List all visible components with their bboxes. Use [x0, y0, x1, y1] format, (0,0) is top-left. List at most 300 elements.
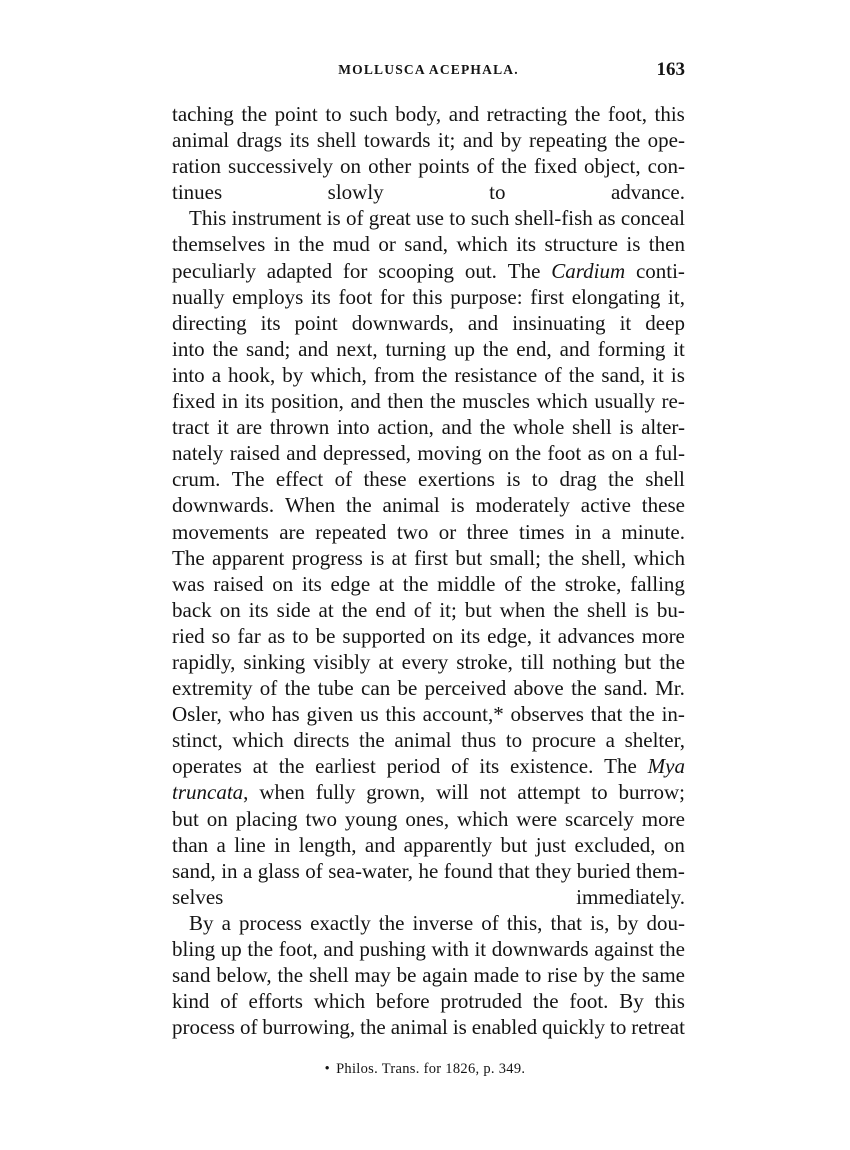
- word: When: [284, 493, 336, 518]
- word: by: [583, 963, 605, 988]
- word: raised: [213, 571, 264, 596]
- word: downwards.: [172, 493, 275, 518]
- body-text: [172, 101, 685, 1040]
- word: its: [460, 623, 481, 648]
- text-line: [172, 310, 685, 336]
- word: The: [507, 258, 541, 283]
- word: ried: [172, 623, 205, 648]
- word: deep: [645, 310, 685, 335]
- word: points: [418, 154, 470, 179]
- word: sand: [172, 963, 211, 988]
- word: again: [422, 963, 468, 988]
- word: directing: [172, 310, 247, 335]
- word: found: [443, 858, 493, 883]
- word: it;: [437, 128, 456, 153]
- word: sand;: [245, 336, 291, 361]
- word: are: [279, 519, 305, 544]
- word: insinuating: [512, 310, 606, 335]
- footnote: [0, 1061, 850, 1078]
- word: these: [641, 493, 685, 518]
- word: fixed: [172, 389, 216, 414]
- word: minute.: [621, 519, 685, 544]
- word: its: [301, 571, 322, 596]
- word: its: [244, 389, 265, 414]
- word: shelter,: [624, 728, 685, 753]
- text-line: [172, 205, 685, 231]
- word: is: [326, 206, 341, 231]
- word: is: [619, 415, 634, 440]
- word: of: [476, 154, 495, 179]
- word: stroke,: [456, 649, 513, 674]
- word: the: [247, 937, 274, 961]
- word: that: [550, 910, 582, 935]
- word: turning: [385, 336, 447, 361]
- word: the: [548, 545, 574, 570]
- word: such: [470, 206, 510, 231]
- word: the: [430, 389, 456, 414]
- word: structure: [544, 232, 618, 257]
- running-head: [172, 59, 685, 86]
- word: at: [378, 649, 394, 674]
- word: the: [341, 597, 368, 622]
- text-line: [172, 231, 685, 257]
- word: a: [243, 858, 253, 883]
- word: falling: [630, 571, 685, 596]
- word: to: [525, 963, 542, 988]
- word: forming: [597, 336, 666, 361]
- word: to: [591, 780, 608, 805]
- word: the: [482, 336, 509, 361]
- word: nothing: [552, 649, 617, 674]
- word: times: [519, 519, 565, 544]
- text-line: [172, 858, 685, 884]
- word: on: [663, 832, 685, 857]
- word: more: [641, 806, 685, 831]
- word: of: [345, 206, 364, 231]
- word: the: [212, 336, 239, 361]
- word: but: [172, 806, 199, 831]
- word: and: [441, 415, 472, 440]
- word: line: [234, 832, 266, 857]
- word: the: [610, 963, 636, 988]
- word: of: [220, 989, 238, 1014]
- word: may: [354, 963, 391, 988]
- word: retracting: [486, 102, 568, 126]
- word: Osler,: [172, 702, 222, 727]
- word: movements: [172, 519, 269, 544]
- word: on: [219, 597, 241, 622]
- word: stinct,: [172, 728, 223, 753]
- word: into: [172, 336, 205, 361]
- text-line: [172, 701, 685, 727]
- word: grown,: [366, 780, 426, 805]
- word: that: [498, 858, 530, 883]
- word: the: [479, 415, 506, 440]
- word: process: [172, 1015, 235, 1040]
- word: nually: [172, 284, 225, 309]
- word: this: [412, 284, 443, 309]
- word: existence.: [510, 754, 594, 779]
- word: By: [619, 989, 644, 1014]
- word: us: [359, 702, 379, 727]
- text-line: [172, 675, 685, 701]
- word: length,: [298, 832, 357, 857]
- word: mud: [332, 232, 370, 257]
- text-line: [172, 362, 685, 388]
- word: usually: [594, 389, 655, 414]
- word: apparent: [212, 545, 285, 570]
- word: fully: [315, 780, 356, 805]
- word: its: [479, 754, 500, 779]
- word: muscles: [462, 389, 530, 414]
- word: depressed,: [322, 441, 412, 466]
- word: the: [378, 910, 405, 935]
- word: shell: [645, 467, 685, 492]
- word: small;: [489, 545, 541, 570]
- word: of: [334, 467, 353, 492]
- word: which: [536, 389, 588, 414]
- word: when: [259, 780, 305, 805]
- word: shell-fish: [514, 206, 593, 231]
- word: by: [500, 128, 522, 153]
- word: edge,: [487, 623, 533, 648]
- word: truncata,: [172, 780, 249, 805]
- word: it: [619, 310, 632, 335]
- word: visibly: [313, 649, 371, 674]
- word: made: [473, 963, 520, 988]
- text-line: [172, 649, 685, 675]
- word: buried: [576, 858, 631, 883]
- word: towards: [363, 128, 431, 153]
- word: and: [364, 832, 396, 857]
- word: great: [368, 206, 411, 231]
- word: sinking: [243, 649, 306, 674]
- text-line: [172, 545, 685, 571]
- text-line: [172, 492, 685, 518]
- word: but: [455, 545, 483, 570]
- word: end,: [516, 336, 552, 361]
- word: and: [350, 389, 381, 414]
- word: the: [278, 754, 305, 779]
- word: tract: [172, 415, 210, 440]
- word: burrowing,: [262, 1015, 356, 1040]
- word: given: [306, 702, 354, 727]
- word: period: [386, 754, 441, 779]
- word: it: [474, 937, 487, 961]
- word: animal: [390, 1015, 448, 1040]
- text-line: [172, 962, 685, 988]
- word: purpose:: [450, 284, 523, 309]
- text-line: [172, 988, 685, 1014]
- word: middle: [437, 571, 496, 596]
- word: which: [456, 232, 508, 257]
- word: drags: [236, 128, 283, 153]
- word: alter-: [641, 415, 685, 440]
- word: the: [530, 571, 557, 596]
- word: rapidly,: [172, 649, 236, 674]
- word: retreat: [631, 1015, 685, 1040]
- word: then: [387, 389, 424, 414]
- text-line: [172, 466, 685, 492]
- word: active: [580, 493, 631, 518]
- word: sea-water,: [328, 858, 414, 883]
- running-title: MOLLUSCA ACEPHALA.: [338, 62, 519, 77]
- text-line: [172, 910, 685, 936]
- page-number: 163: [656, 59, 685, 80]
- word: shell: [316, 128, 357, 153]
- word: they: [535, 858, 572, 883]
- word: the: [360, 1015, 386, 1040]
- word: action,: [377, 415, 434, 440]
- word: instrument: [231, 206, 322, 231]
- word: a: [211, 362, 222, 387]
- word: just: [535, 832, 567, 857]
- word: this: [654, 989, 685, 1014]
- word: with: [431, 937, 469, 961]
- word: edge: [330, 571, 371, 596]
- word: downwards: [491, 937, 589, 961]
- word: pushing: [359, 937, 426, 961]
- word: The: [231, 467, 265, 492]
- word: were: [516, 806, 558, 831]
- text-line: [172, 753, 685, 779]
- word: body,: [395, 102, 442, 126]
- word: point: [294, 310, 338, 335]
- word: extremity: [172, 676, 253, 701]
- word: peculiarly: [172, 258, 256, 283]
- word: which: [313, 989, 366, 1014]
- word: at: [378, 571, 395, 596]
- word: perceived: [424, 676, 507, 701]
- word: bu-: [656, 597, 685, 622]
- word: young: [344, 806, 398, 831]
- word: as: [598, 206, 616, 231]
- word: supported: [342, 623, 426, 648]
- word: on: [206, 806, 228, 831]
- word: three: [466, 519, 509, 544]
- word: that: [590, 702, 623, 727]
- word: object,: [584, 154, 641, 179]
- word: protruded: [440, 989, 523, 1014]
- word: a: [216, 832, 226, 857]
- word: it;: [439, 597, 457, 622]
- text-line: [172, 127, 685, 153]
- word: operates: [172, 754, 242, 779]
- text-line: [172, 284, 685, 310]
- word: the: [608, 467, 634, 492]
- word: adapted: [266, 258, 333, 283]
- word: in: [274, 832, 291, 857]
- word: ful-: [654, 441, 685, 466]
- text-line: [172, 936, 685, 962]
- text-line: [172, 832, 685, 858]
- word: Cardium: [551, 258, 626, 283]
- word: and: [462, 128, 494, 153]
- word: exactly: [310, 910, 371, 935]
- word: placing: [235, 806, 298, 831]
- word: is: [634, 597, 649, 622]
- word: the: [241, 102, 268, 126]
- word: before: [375, 989, 430, 1014]
- word: is,: [590, 910, 610, 935]
- text-line: [172, 1014, 685, 1040]
- paragraph-2: [172, 205, 685, 910]
- word: two: [305, 806, 337, 831]
- word: is: [626, 232, 641, 257]
- word: its: [516, 232, 537, 257]
- word: these: [363, 467, 407, 492]
- word: has: [271, 702, 300, 727]
- word: kind: [172, 989, 210, 1014]
- word: the: [359, 728, 385, 753]
- word: out.: [464, 258, 497, 283]
- word: its: [260, 310, 281, 335]
- text-line: [172, 806, 685, 832]
- word: every: [401, 649, 449, 674]
- word: which: [457, 806, 509, 831]
- word: to: [531, 467, 549, 492]
- word: and: [298, 336, 329, 361]
- word: enabled: [471, 1015, 538, 1040]
- word: foot,: [607, 102, 647, 126]
- word: on: [272, 571, 294, 596]
- word: which,: [310, 362, 367, 387]
- word: on: [432, 623, 454, 648]
- word: Mr.: [655, 676, 685, 701]
- footnote-marker: •: [324, 1061, 331, 1077]
- word: be: [315, 623, 336, 648]
- text-line: tinues slowly to advance.: [172, 180, 685, 205]
- word: shell,: [581, 545, 627, 570]
- word: in: [221, 858, 238, 883]
- word: foot: [338, 284, 373, 309]
- word: of: [259, 676, 278, 701]
- word: at: [391, 545, 407, 570]
- footnote-text: Philos. Trans. for 1826, p. 349.: [336, 1061, 526, 1077]
- word: stroke,: [564, 571, 622, 596]
- word: but: [500, 832, 528, 857]
- word: use: [416, 206, 444, 231]
- word: not: [479, 780, 507, 805]
- word: quickly: [542, 1015, 606, 1040]
- word: next,: [336, 336, 378, 361]
- word: foot: [547, 441, 582, 466]
- word: by: [617, 910, 639, 935]
- word: tube: [317, 676, 354, 701]
- word: hook,: [228, 362, 276, 387]
- word: is: [670, 362, 685, 387]
- word: into: [172, 362, 205, 387]
- word: By: [189, 910, 214, 935]
- word: a: [605, 728, 615, 753]
- word: the: [277, 963, 304, 988]
- word: will: [436, 780, 469, 805]
- word: is: [450, 493, 465, 518]
- word: of: [305, 858, 323, 883]
- word: in: [574, 519, 592, 544]
- word: the: [574, 102, 601, 126]
- word: them-: [635, 858, 685, 883]
- word: advances: [557, 623, 635, 648]
- word: observes: [510, 702, 584, 727]
- word: animal: [394, 728, 452, 753]
- word: themselves: [172, 232, 266, 257]
- word: of: [544, 362, 562, 387]
- word: first: [414, 545, 448, 570]
- word: shell: [587, 597, 627, 622]
- word: resistance: [454, 362, 538, 387]
- word: and: [448, 102, 480, 126]
- word: on: [611, 441, 633, 466]
- word: of: [481, 910, 499, 935]
- word: progress: [291, 545, 363, 570]
- word: which: [633, 545, 685, 570]
- word: up: [220, 937, 242, 961]
- text-line: [172, 388, 685, 414]
- word: the: [629, 702, 655, 727]
- text-line: [172, 727, 685, 753]
- word: the: [553, 597, 579, 622]
- word: repeating: [529, 128, 608, 153]
- word: account,*: [422, 702, 504, 727]
- word: fixed: [533, 154, 577, 179]
- word: be: [396, 963, 417, 988]
- word: to: [292, 623, 309, 648]
- word: successively: [228, 154, 333, 179]
- word: The: [172, 545, 205, 570]
- word: in: [273, 232, 291, 257]
- word: thrown: [269, 415, 330, 440]
- word: it: [217, 415, 229, 440]
- word: and: [467, 310, 499, 335]
- word: in-: [661, 702, 685, 727]
- word: by: [282, 362, 304, 387]
- word: rise: [547, 963, 578, 988]
- text-line: [172, 597, 685, 623]
- word: scooping: [378, 258, 455, 283]
- word: the: [571, 676, 597, 701]
- word: directs: [293, 728, 350, 753]
- word: Mya: [647, 754, 685, 779]
- word: same: [641, 963, 685, 988]
- word: the: [614, 128, 641, 153]
- word: the: [568, 362, 595, 387]
- word: the: [298, 232, 325, 257]
- word: repeated: [315, 519, 387, 544]
- word: the: [515, 441, 542, 466]
- word: be: [397, 676, 418, 701]
- word: first: [530, 284, 565, 309]
- word: elongating: [571, 284, 661, 309]
- text-line: [172, 623, 685, 649]
- word: conti-: [635, 258, 685, 283]
- word: more: [641, 623, 685, 648]
- word: it: [673, 336, 685, 361]
- paragraph-1: [172, 101, 685, 205]
- word: re-: [661, 389, 685, 414]
- word: raised: [229, 441, 280, 466]
- word: back: [172, 597, 212, 622]
- word: its: [289, 128, 310, 153]
- word: which: [232, 728, 284, 753]
- word: earliest: [315, 754, 376, 779]
- word: till: [520, 649, 545, 674]
- word: taching: [172, 102, 234, 126]
- word: its: [248, 597, 269, 622]
- word: of: [451, 754, 469, 779]
- word: foot,: [278, 937, 318, 961]
- word: when: [499, 597, 546, 622]
